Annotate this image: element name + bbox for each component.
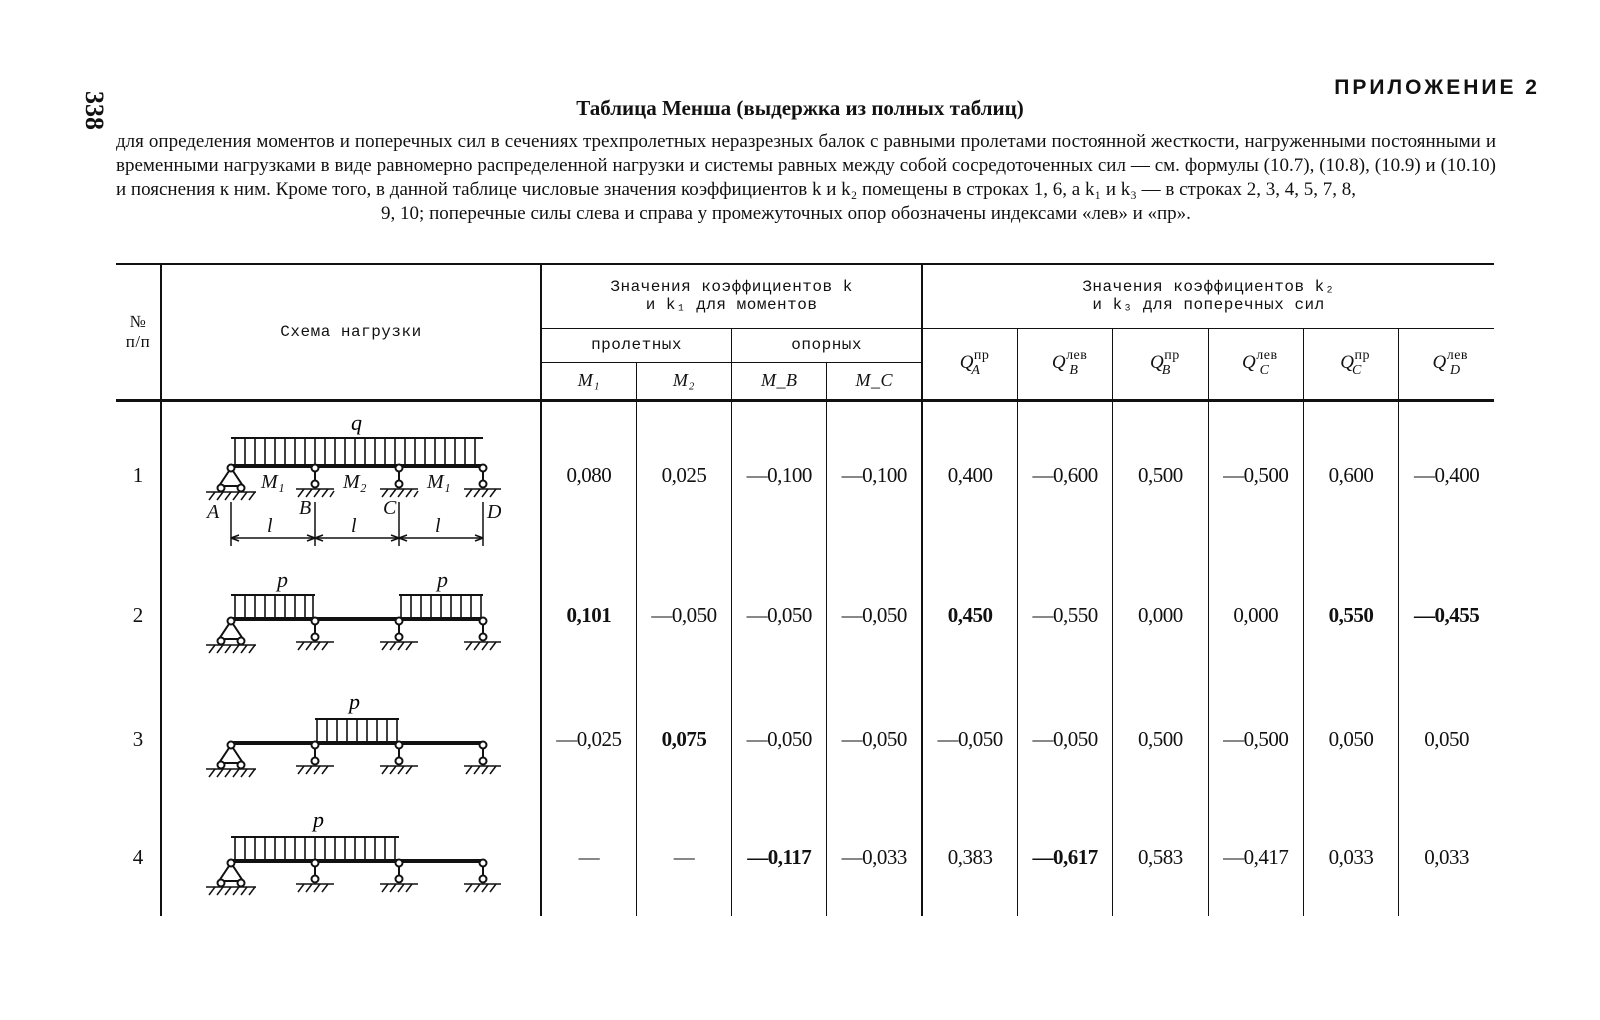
label-support-a: A: [207, 500, 220, 523]
cell-mb: —0,050: [732, 550, 827, 680]
cell-qb-right: 0,500: [1113, 680, 1208, 798]
cell-qc-right: 0,050: [1303, 680, 1398, 798]
cell-m2: 0,025: [636, 400, 731, 550]
cell-qc-right: 0,550: [1303, 550, 1398, 680]
load-label-p: p: [313, 807, 324, 832]
row-number: 1: [132, 463, 144, 488]
table-title: Таблица Менша (выдержка из полных таблиц): [576, 96, 1024, 120]
cell-qa-right: —0,050: [922, 680, 1017, 798]
scheme-uniform-outer-spans: [201, 565, 501, 665]
cell-qb-left: —0,050: [1017, 680, 1112, 798]
load-label-q: q: [351, 409, 362, 435]
cell-qc-left: —0,417: [1208, 798, 1303, 916]
header-m1: M₁: [541, 362, 636, 400]
row-number: 2: [132, 602, 144, 627]
cell-qb-right: 0,583: [1113, 798, 1208, 916]
cell-qa-right: 0,383: [922, 798, 1017, 916]
cell-qb-left: —0,617: [1017, 798, 1112, 916]
cell-qc-right: 0,600: [1303, 400, 1398, 550]
table-row: [116, 400, 1494, 550]
header-moments-group: Значения коэффициентов k и k₁ для моментов: [541, 264, 922, 328]
intro-last-line: 9, 10; поперечные силы слева и справа у промежуточных опор обозначены индексами «лев» и «пр».: [381, 203, 1191, 224]
table-body: [116, 400, 1494, 916]
scheme-uniform-full: [201, 406, 501, 546]
cell-qa-right: 0,450: [922, 550, 1017, 680]
header-q-b-left: $Q^{лев}_B$: [1017, 328, 1112, 400]
cell-qd-left: —0,455: [1399, 550, 1494, 680]
scheme-uniform-middle-span: [201, 689, 501, 789]
header-support: опорных: [732, 328, 923, 362]
page-number: 338: [80, 91, 109, 130]
table-row: [116, 550, 1494, 680]
cell-qd-left: —0,400: [1399, 400, 1494, 550]
intro-paragraph: [116, 130, 1496, 226]
cell-mb: —0,100: [732, 400, 827, 550]
cell-qa-right: 0,400: [922, 400, 1017, 550]
cell-mb: —0,050: [732, 680, 827, 798]
cell-qd-left: 0,050: [1399, 680, 1494, 798]
label-span-2: l: [351, 514, 357, 537]
label-m1-left: M₁: [261, 470, 285, 493]
label-support-c: C: [383, 496, 397, 519]
header-mb: M_B: [732, 362, 827, 400]
header-span: пролетных: [541, 328, 732, 362]
intro-text: для определения моментов и поперечных сил в сечениях трехпролетных неразрезных балок с равными пролетами постоянной жесткости, нагруженными постоянными и временными нагрузками в виде равномерно распределенной нагрузки и системы равных между собой сосредоточенных сил — см. формулы (10.7), (10.8), (10.9) и (10.10) и пояснения к ним. Кроме того, в данной таблице числовые значения коэффициентов k и k₂ помещены в строках 1, 6, а k₁ и k₃ — в строках 2, 3, 4, 5, 7, 8,: [116, 131, 1496, 200]
scheme-row-4: [161, 798, 541, 916]
cell-mc: —0,100: [827, 400, 922, 550]
table-row: [116, 680, 1494, 798]
cell-qc-left: 0,000: [1208, 550, 1303, 680]
cell-m1: —: [541, 798, 636, 916]
cell-m1: 0,101: [541, 550, 636, 680]
load-label-p-left: p: [277, 567, 288, 592]
header-q-c-right: $Q^{пр}_C$: [1303, 328, 1398, 400]
label-m2: M₂: [343, 470, 367, 493]
cell-m2: —0,050: [636, 550, 731, 680]
header-q-c-left: $Q^{лев}_C$: [1208, 328, 1303, 400]
header-num: № п/п: [125, 311, 151, 351]
cell-mc: —0,050: [827, 680, 922, 798]
label-support-d: D: [487, 500, 501, 523]
scheme-row-1: [161, 400, 541, 550]
cell-m1: 0,080: [541, 400, 636, 550]
header-mc: M_C: [827, 362, 922, 400]
cell-qc-right: 0,033: [1303, 798, 1398, 916]
cell-qd-left: 0,033: [1399, 798, 1494, 916]
scheme-row-2: [161, 550, 541, 680]
cell-qb-right: 0,500: [1113, 400, 1208, 550]
cell-m1: —0,025: [541, 680, 636, 798]
cell-qb-right: 0,000: [1113, 550, 1208, 680]
header-scheme: Схема нагрузки: [161, 264, 541, 400]
cell-m2: 0,075: [636, 680, 731, 798]
appendix-label: ПРИЛОЖЕНИЕ 2: [1334, 76, 1540, 99]
scheme-uniform-two-spans: [201, 807, 501, 907]
load-arrows: [235, 438, 475, 464]
mensh-table: [116, 263, 1494, 916]
header-shear-group: Значения коэффициентов k₂ и k₃ для поперечных сил: [922, 264, 1494, 328]
scheme-row-3: [161, 680, 541, 798]
cell-qb-left: —0,550: [1017, 550, 1112, 680]
header-q-b-right: $Q^{пр}_B$: [1113, 328, 1208, 400]
row-number: 3: [132, 726, 144, 751]
label-support-b: B: [299, 496, 312, 519]
cell-mb: —0,117: [732, 798, 827, 916]
table-row: [116, 798, 1494, 916]
table-header: [116, 264, 1494, 400]
label-span-3: l: [435, 514, 441, 537]
row-number: 4: [132, 844, 144, 869]
cell-mc: —0,033: [827, 798, 922, 916]
header-q-d-left: $Q^{лев}_D$: [1399, 328, 1494, 400]
cell-qc-left: —0,500: [1208, 400, 1303, 550]
cell-mc: —0,050: [827, 550, 922, 680]
header-q-a-right: $Q^{пр}_A$: [922, 328, 1017, 400]
cell-m2: —: [636, 798, 731, 916]
label-m1-right: M₁: [427, 470, 451, 493]
load-label-p-right: p: [437, 567, 448, 592]
cell-qb-left: —0,600: [1017, 400, 1112, 550]
label-span-1: l: [267, 514, 273, 537]
cell-qc-left: —0,500: [1208, 680, 1303, 798]
header-m2: M₂: [636, 362, 731, 400]
load-label-p: p: [349, 689, 360, 714]
